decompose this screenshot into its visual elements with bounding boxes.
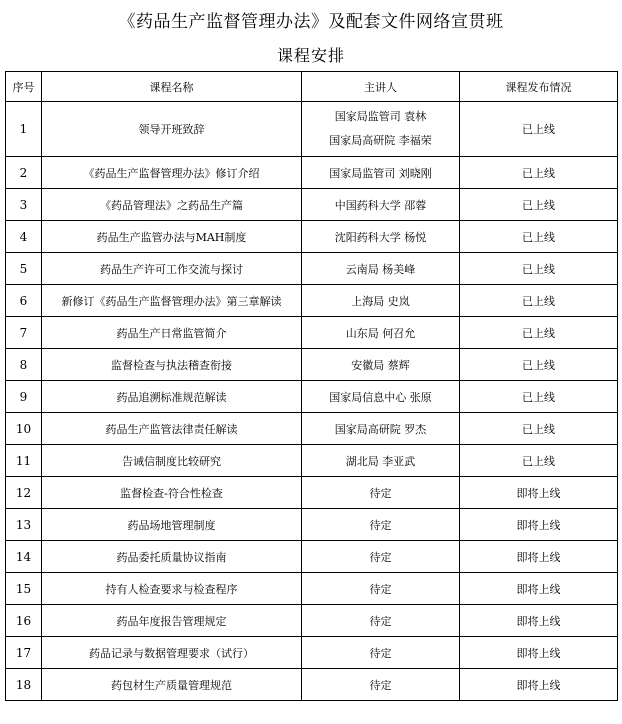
lecturer: 山东局 何召允 [302, 317, 460, 349]
course-name: 监督检查与执法稽查衔接 [42, 349, 302, 381]
table-row [6, 509, 618, 541]
table-row [6, 413, 618, 445]
column-header-status: 课程发布情况 [460, 72, 618, 102]
course-name: 药品生产监管法律责任解读 [42, 413, 302, 445]
release-status: 即将上线 [460, 477, 618, 509]
row-number: 4 [6, 221, 42, 253]
lecturer: 上海局 史岚 [302, 285, 460, 317]
course-name: 药品生产许可工作交流与探讨 [42, 253, 302, 285]
lecturer: 待定 [302, 637, 460, 669]
course-name: 药品生产监管办法与MAH制度 [42, 221, 302, 253]
course-name: 药品委托质量协议指南 [42, 541, 302, 573]
lecturer: 待定 [302, 477, 460, 509]
lecturer-line-2: 国家局高研院 李福荣 [329, 134, 432, 147]
row-number: 13 [6, 509, 42, 541]
row-number: 2 [6, 157, 42, 189]
table-row [6, 669, 618, 701]
release-status: 已上线 [460, 189, 618, 221]
release-status: 已上线 [460, 253, 618, 285]
table-row [6, 189, 618, 221]
row-number: 11 [6, 445, 42, 477]
course-name: 持有人检查要求与检查程序 [42, 573, 302, 605]
course-name: 药品生产日常监管简介 [42, 317, 302, 349]
lecturer: 安徽局 蔡辉 [302, 349, 460, 381]
release-status: 即将上线 [460, 605, 618, 637]
release-status: 已上线 [460, 157, 618, 189]
course-name: 药包材生产质量管理规范 [42, 669, 302, 701]
row-number: 8 [6, 349, 42, 381]
lecturer: 沈阳药科大学 杨悦 [302, 221, 460, 253]
page-title: 《药品生产监督管理办法》及配套文件网络宣贯班 [118, 12, 504, 32]
release-status: 已上线 [460, 445, 618, 477]
lecturer: 待定 [302, 605, 460, 637]
row-number: 6 [6, 285, 42, 317]
row-number: 14 [6, 541, 42, 573]
release-status: 即将上线 [460, 573, 618, 605]
row-number: 15 [6, 573, 42, 605]
table-row [6, 317, 618, 349]
release-status: 已上线 [460, 102, 618, 157]
course-name: 药品年度报告管理规定 [42, 605, 302, 637]
table-row [6, 637, 618, 669]
lecturer [302, 102, 460, 157]
release-status: 即将上线 [460, 541, 618, 573]
release-status: 即将上线 [460, 637, 618, 669]
lecturer: 待定 [302, 541, 460, 573]
table-row [6, 253, 618, 285]
lecturer: 国家局信息中心 张原 [302, 381, 460, 413]
row-number: 12 [6, 477, 42, 509]
table-row [6, 541, 618, 573]
table-row [6, 381, 618, 413]
lecturer: 云南局 杨美峰 [302, 253, 460, 285]
table-row [6, 221, 618, 253]
row-number: 3 [6, 189, 42, 221]
row-number: 5 [6, 253, 42, 285]
release-status: 即将上线 [460, 669, 618, 701]
lecturer: 国家局高研院 罗杰 [302, 413, 460, 445]
course-name: 药品记录与数据管理要求（试行） [42, 637, 302, 669]
course-schedule-table [5, 71, 618, 701]
column-header-lecturer: 主讲人 [302, 72, 460, 102]
row-number: 17 [6, 637, 42, 669]
release-status: 已上线 [460, 317, 618, 349]
table-row [6, 445, 618, 477]
row-number: 16 [6, 605, 42, 637]
course-name: 药品场地管理制度 [42, 509, 302, 541]
release-status: 已上线 [460, 221, 618, 253]
release-status: 已上线 [460, 349, 618, 381]
row-number: 7 [6, 317, 42, 349]
lecturer: 湖北局 李亚武 [302, 445, 460, 477]
table-row [6, 285, 618, 317]
row-number: 10 [6, 413, 42, 445]
course-name: 告诫信制度比较研究 [42, 445, 302, 477]
row-number: 18 [6, 669, 42, 701]
release-status: 已上线 [460, 381, 618, 413]
release-status: 即将上线 [460, 509, 618, 541]
release-status: 已上线 [460, 285, 618, 317]
lecturer: 待定 [302, 669, 460, 701]
table-row [6, 605, 618, 637]
course-name: 领导开班致辞 [42, 102, 302, 157]
table-header-row [6, 72, 618, 102]
lecturer: 国家局监管司 刘晓刚 [302, 157, 460, 189]
row-number: 1 [6, 102, 42, 157]
release-status: 已上线 [460, 413, 618, 445]
course-name: 《药品管理法》之药品生产篇 [42, 189, 302, 221]
table-row [6, 349, 618, 381]
page-subtitle: 课程安排 [276, 46, 345, 65]
lecturer-line-1: 国家局监管司 袁林 [334, 110, 427, 123]
table-row [6, 477, 618, 509]
course-name: 《药品生产监督管理办法》修订介绍 [42, 157, 302, 189]
table-row [6, 102, 618, 157]
course-name: 药品追溯标准规范解读 [42, 381, 302, 413]
column-header-number: 序号 [6, 72, 42, 102]
course-name: 监督检查-符合性检查 [42, 477, 302, 509]
table-row [6, 157, 618, 189]
lecturer: 待定 [302, 573, 460, 605]
table-row [6, 573, 618, 605]
column-header-course: 课程名称 [42, 72, 302, 102]
lecturer: 待定 [302, 509, 460, 541]
lecturer: 中国药科大学 邵蓉 [302, 189, 460, 221]
course-name: 新修订《药品生产监督管理办法》第三章解读 [42, 285, 302, 317]
row-number: 9 [6, 381, 42, 413]
